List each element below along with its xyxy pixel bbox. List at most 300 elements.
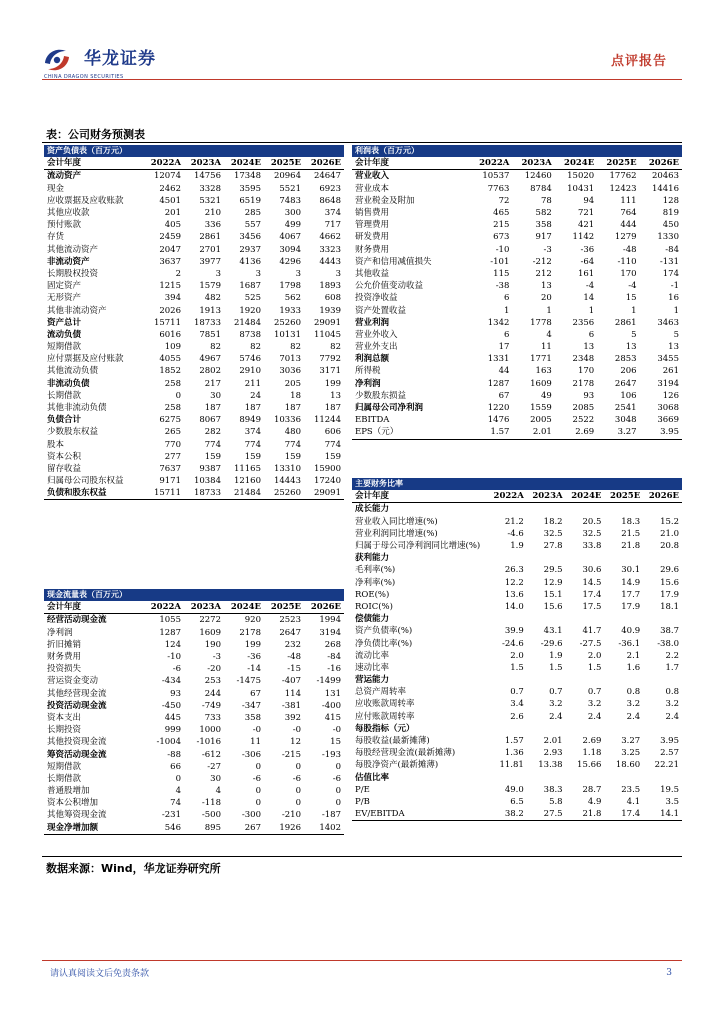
cell-value: 4 xyxy=(175,786,181,797)
column-header: 2025E xyxy=(604,490,643,503)
cell-value: 2802 xyxy=(199,366,221,377)
cell-value: 0.7 xyxy=(587,687,602,698)
table-row xyxy=(352,662,682,674)
cell-value: 2701 xyxy=(199,244,221,255)
row-label: 财务费用 xyxy=(355,244,390,255)
cell-value: 159 xyxy=(204,451,221,462)
row-label: 营业收入 xyxy=(355,171,390,182)
cell-value: 10431 xyxy=(567,183,595,194)
cell-value: 106 xyxy=(620,390,637,401)
header-divider xyxy=(42,79,682,80)
page-title: 表：公司财务预测表 xyxy=(46,128,145,141)
cell-value: 764 xyxy=(620,208,637,219)
table-row xyxy=(44,809,344,821)
cell-value: 25260 xyxy=(273,317,301,328)
cell-value: 170 xyxy=(577,366,595,377)
table-row xyxy=(352,784,682,796)
cell-value: 1893 xyxy=(319,281,341,292)
table-row xyxy=(44,219,344,231)
cell-value: 30.1 xyxy=(621,565,641,576)
cell-value: 2.0 xyxy=(510,650,524,661)
row-label: 负债和股东权益 xyxy=(44,487,144,500)
row-label: 其他经营现金流 xyxy=(47,688,107,699)
cell-value xyxy=(643,552,682,564)
row-label: 其他投资现金流 xyxy=(47,737,107,748)
cell-value: 13310 xyxy=(273,463,301,474)
cell-value: 895 xyxy=(184,822,224,835)
table-row xyxy=(44,487,344,500)
row-label: 公允价值变动收益 xyxy=(355,281,424,292)
cell-value: 93 xyxy=(170,688,181,699)
cell-value: 1287 xyxy=(159,627,181,638)
cell-value xyxy=(527,723,566,735)
cell-value: 187 xyxy=(284,403,301,414)
cell-value: 265 xyxy=(164,427,181,438)
cell-value: 2026 xyxy=(159,305,181,316)
cell-value: 3094 xyxy=(279,244,301,255)
table-row xyxy=(352,540,682,552)
cell-value: 82 xyxy=(250,342,261,353)
cell-value: 38.2 xyxy=(488,808,527,821)
section-title-row xyxy=(44,145,344,157)
row-label: 其他流动资产 xyxy=(47,244,99,255)
cell-value: 770 xyxy=(164,439,181,450)
column-header-row xyxy=(352,157,682,170)
cell-value: 15.2 xyxy=(660,516,679,527)
row-label: 长期借款 xyxy=(47,390,82,401)
cell-value: 30 xyxy=(210,390,221,401)
row-label: 折旧摊销 xyxy=(47,639,82,650)
row-label: 资产处置收益 xyxy=(355,305,407,316)
cell-value: 161 xyxy=(577,268,595,279)
cell-value: 32.5 xyxy=(543,528,563,539)
row-label: EV/EBITDA xyxy=(352,808,488,821)
cell-value: 499 xyxy=(284,220,301,231)
table-row xyxy=(44,724,344,736)
column-header: 2022A xyxy=(144,601,184,614)
table-row xyxy=(352,426,682,439)
cell-value: 109 xyxy=(164,342,181,353)
cell-value: -749 xyxy=(201,700,221,711)
cell-value: 3.95 xyxy=(640,426,682,439)
cell-value: 15711 xyxy=(153,317,181,328)
cell-value: -4.6 xyxy=(507,528,524,539)
cell-value: -212 xyxy=(532,256,552,267)
cell-value: 1 xyxy=(546,305,552,316)
cell-value: 268 xyxy=(324,639,341,650)
cell-value: -1004 xyxy=(156,737,181,748)
cell-value xyxy=(643,674,682,686)
cell-value: 374 xyxy=(244,427,261,438)
cell-value: 3455 xyxy=(657,354,679,365)
cell-value: 18 xyxy=(290,390,301,401)
cell-value xyxy=(488,552,527,564)
column-header: 2026E xyxy=(304,157,344,170)
row-label: 少数股东权益 xyxy=(47,427,99,438)
cell-value: 115 xyxy=(493,268,510,279)
cell-value: 131 xyxy=(324,688,341,699)
cell-value: 1579 xyxy=(199,281,221,292)
cell-value: 774 xyxy=(284,439,301,450)
company-name: 华龙证券 xyxy=(84,49,156,69)
cell-value: 1559 xyxy=(530,403,552,414)
row-label: 研发费用 xyxy=(355,232,390,243)
cell-value: 2861 xyxy=(614,317,637,328)
cell-value xyxy=(604,503,643,516)
cell-value: 13 xyxy=(330,390,341,401)
column-header-row xyxy=(44,601,344,614)
cell-value: 546 xyxy=(144,822,184,835)
disclaimer-link[interactable]: 请认真阅读文后免责条款 xyxy=(50,969,150,979)
row-label: 股本 xyxy=(47,439,65,450)
table-row xyxy=(44,712,344,724)
table-row xyxy=(352,528,682,540)
cell-value: -4 xyxy=(585,281,595,292)
row-label: 毛利率(%) xyxy=(355,565,396,576)
cell-value: 444 xyxy=(620,220,637,231)
cell-value: 11045 xyxy=(313,329,341,340)
cell-value: 3.5 xyxy=(665,796,679,807)
cell-value: 2.69 xyxy=(582,736,602,747)
cell-value: 38.7 xyxy=(660,626,679,637)
cell-value: 40.9 xyxy=(621,626,641,637)
cell-value: 300 xyxy=(284,208,301,219)
cell-value: 205 xyxy=(284,378,301,389)
cell-value: 3048 xyxy=(614,415,637,426)
cell-value: -24.6 xyxy=(501,638,524,649)
table-row xyxy=(352,268,682,280)
row-label: 短期借款 xyxy=(47,342,82,353)
cell-value: 17.9 xyxy=(660,589,679,600)
cell-value: 1933 xyxy=(279,305,301,316)
cell-value: 10131 xyxy=(273,329,301,340)
section-title-row xyxy=(44,589,344,601)
table-row xyxy=(352,195,682,207)
cell-value: 2.57 xyxy=(660,748,679,759)
cell-value: 44 xyxy=(498,366,510,377)
cell-value: 18.3 xyxy=(621,516,641,527)
table-row xyxy=(352,735,682,747)
column-header: 2022A xyxy=(488,490,527,503)
row-label: 其他流动负债 xyxy=(47,366,99,377)
row-label: 流动资产 xyxy=(47,171,82,182)
table-row xyxy=(352,772,682,784)
report-type-label: 点评报告 xyxy=(610,54,667,69)
cell-value: 20.8 xyxy=(660,541,679,552)
cell-value xyxy=(488,723,527,735)
cell-value: 66 xyxy=(170,761,181,772)
column-header: 2025E xyxy=(264,157,304,170)
cell-value xyxy=(566,723,605,735)
cell-value: 18.1 xyxy=(660,601,679,612)
row-label: 其他非流动资产 xyxy=(47,305,107,316)
cell-value: -300 xyxy=(241,810,261,821)
cell-value: 2 xyxy=(175,268,181,279)
cell-value: 187 xyxy=(244,403,261,414)
table-row xyxy=(352,390,682,402)
cell-value: -3 xyxy=(543,244,552,255)
table-row xyxy=(352,231,682,243)
cell-value: -210 xyxy=(281,810,301,821)
cell-value: 717 xyxy=(324,220,341,231)
cell-value: 525 xyxy=(244,293,261,304)
cell-value: 394 xyxy=(164,293,181,304)
cell-value: 0 xyxy=(295,786,301,797)
table-row xyxy=(352,759,682,771)
cell-value: 20 xyxy=(540,293,552,304)
cell-value: 3.95 xyxy=(660,736,679,747)
row-label: 应收票据及应收账款 xyxy=(47,195,124,206)
cell-value: 74 xyxy=(170,798,181,809)
cell-value: 18.60 xyxy=(615,760,641,771)
cell-value: 15711 xyxy=(144,487,184,500)
cell-value: 1 xyxy=(631,305,637,316)
column-header: 2022A xyxy=(470,157,512,170)
cell-value: 2541 xyxy=(614,403,637,414)
cell-value: 0 xyxy=(255,761,261,772)
cell-value: 49.0 xyxy=(504,784,524,795)
cell-value: 17240 xyxy=(313,476,341,487)
cash-flow-table xyxy=(44,589,344,835)
table-row xyxy=(352,723,682,735)
cell-value: 258 xyxy=(164,378,181,389)
cell-value: 43.1 xyxy=(543,626,563,637)
cell-value: 5.8 xyxy=(549,796,563,807)
table-row xyxy=(44,341,344,353)
cell-value: 14756 xyxy=(193,171,221,182)
table-row xyxy=(44,614,344,627)
cell-value: -0 xyxy=(252,725,261,736)
cell-value: 358 xyxy=(535,220,552,231)
cell-value: 13 xyxy=(668,342,679,353)
cell-value: 2.6 xyxy=(510,711,524,722)
cell-value: -1 xyxy=(670,281,679,292)
cell-value: -88 xyxy=(167,749,181,760)
cell-value: 2647 xyxy=(279,627,301,638)
row-label: EPS（元） xyxy=(352,426,470,439)
table-row xyxy=(44,675,344,687)
cell-value: 26.3 xyxy=(504,565,524,576)
cell-value xyxy=(604,723,643,735)
cell-value: 15020 xyxy=(567,171,595,182)
cell-value: 6 xyxy=(588,329,595,340)
table-row xyxy=(44,663,344,675)
table-row xyxy=(44,700,344,712)
cell-value: 3328 xyxy=(199,183,221,194)
cell-value: 1913 xyxy=(199,305,221,316)
cell-value: 94 xyxy=(583,195,595,206)
cell-value: 67 xyxy=(250,688,261,699)
row-label: 长期借款 xyxy=(47,773,82,784)
row-label: 非流动资产 xyxy=(47,256,90,267)
cell-value: 15.1 xyxy=(543,589,563,600)
column-header: 2022A xyxy=(144,157,184,170)
cell-value: 6923 xyxy=(319,183,341,194)
cell-value: 2.4 xyxy=(549,711,563,722)
cell-value: -15 xyxy=(287,664,301,675)
row-label: 估值比率 xyxy=(355,772,390,783)
cell-value: 8648 xyxy=(319,195,341,206)
cell-value: 14.0 xyxy=(504,601,524,612)
cell-value: 8949 xyxy=(239,415,261,426)
cell-value: 67 xyxy=(498,390,510,401)
row-label: 流动负债 xyxy=(47,329,82,340)
column-header: 2023A xyxy=(184,157,224,170)
table-row xyxy=(352,378,682,390)
table-row xyxy=(44,414,344,426)
cell-value: -612 xyxy=(201,749,221,760)
cell-value: 174 xyxy=(662,268,679,279)
cell-value: -36 xyxy=(580,244,595,255)
cell-value: 480 xyxy=(284,427,301,438)
cell-value: 258 xyxy=(164,403,181,414)
cell-value: -14 xyxy=(247,664,261,675)
row-label: 营业利润同比增速(%) xyxy=(355,528,438,539)
column-header: 会计年度 xyxy=(352,490,488,503)
cell-value: 15 xyxy=(330,737,341,748)
cell-value: 3.2 xyxy=(665,699,679,710)
cell-value: 0 xyxy=(255,798,261,809)
row-label: 普通股增加 xyxy=(47,786,90,797)
row-label: 净负债比率(%) xyxy=(355,638,413,649)
cell-value: 7483 xyxy=(279,195,301,206)
cell-value: 374 xyxy=(324,208,341,219)
cell-value: 3.2 xyxy=(587,699,602,710)
cell-value: 6519 xyxy=(239,195,261,206)
cell-value: 1939 xyxy=(319,305,341,316)
cell-value: 733 xyxy=(204,712,221,723)
cell-value: 2.01 xyxy=(543,736,563,747)
cell-value xyxy=(488,674,527,686)
cell-value: 11 xyxy=(250,737,261,748)
cell-value: 24647 xyxy=(313,171,341,182)
cell-value: 774 xyxy=(244,439,261,450)
table-row xyxy=(352,601,682,613)
section-title: 利润表（百万元） xyxy=(352,145,682,157)
cell-value: 21.5 xyxy=(621,528,641,539)
cell-value: 582 xyxy=(535,208,552,219)
column-header: 2024E xyxy=(555,157,597,170)
cell-value: 1.36 xyxy=(504,748,524,759)
cell-value: 285 xyxy=(244,208,261,219)
cell-value: 3 xyxy=(255,268,261,279)
table-row xyxy=(44,463,344,475)
table-row xyxy=(44,183,344,195)
table-row xyxy=(352,808,682,821)
table-row xyxy=(44,317,344,329)
column-header: 2026E xyxy=(640,157,682,170)
cell-value: 774 xyxy=(204,439,221,450)
row-label: 速动比率 xyxy=(355,662,390,673)
row-label: 筹资活动现金流 xyxy=(47,749,107,760)
table-row xyxy=(352,304,682,316)
cell-value: 4443 xyxy=(319,256,341,267)
cell-value: 217 xyxy=(204,378,221,389)
cell-value: 1.9 xyxy=(510,541,524,552)
footer-divider xyxy=(42,960,682,961)
cell-value: 30 xyxy=(210,773,221,784)
cell-value: -400 xyxy=(321,700,341,711)
cell-value: 7792 xyxy=(319,354,341,365)
row-label: 长期股权投资 xyxy=(47,268,99,279)
cell-value: 3 xyxy=(295,268,301,279)
table-row xyxy=(352,292,682,304)
cell-value: 4967 xyxy=(199,354,221,365)
cell-value: 21.8 xyxy=(566,808,605,821)
table-row xyxy=(44,761,344,773)
row-label: 少数股东损益 xyxy=(355,390,407,401)
row-label: 应付账款周转率 xyxy=(355,711,415,722)
cell-value: 126 xyxy=(662,390,679,401)
cell-value: 608 xyxy=(324,293,341,304)
cell-value: 4 xyxy=(215,786,221,797)
cell-value: 282 xyxy=(204,427,221,438)
cell-value: -381 xyxy=(281,700,301,711)
cell-value: -6 xyxy=(292,773,301,784)
cell-value: 199 xyxy=(244,639,261,650)
cell-value: 2356 xyxy=(572,317,595,328)
cell-value: 32.5 xyxy=(582,528,602,539)
cell-value: 3171 xyxy=(319,366,341,377)
cell-value: 5746 xyxy=(239,354,261,365)
cell-value: 415 xyxy=(324,712,341,723)
table-row xyxy=(352,183,682,195)
row-label: P/E xyxy=(355,784,370,795)
cell-value xyxy=(488,503,527,516)
cell-value: 482 xyxy=(204,293,221,304)
cell-value xyxy=(604,772,643,784)
table-row xyxy=(44,773,344,785)
row-label: P/B xyxy=(355,796,370,807)
cell-value: 159 xyxy=(284,451,301,462)
cell-value: -407 xyxy=(281,676,301,687)
column-header-row xyxy=(44,157,344,170)
row-label: 资本公积 xyxy=(47,451,82,462)
table-row xyxy=(352,219,682,231)
cell-value: 5 xyxy=(673,329,679,340)
table-row xyxy=(352,317,682,329)
cell-value: 4501 xyxy=(159,195,181,206)
cell-value: 3.25 xyxy=(621,748,641,759)
cell-value: 3194 xyxy=(657,378,679,389)
table-row xyxy=(352,503,682,516)
cell-value: 1.5 xyxy=(549,662,563,673)
cell-value: 0.7 xyxy=(549,687,563,698)
cell-value xyxy=(566,674,605,686)
cell-value: 6275 xyxy=(159,415,181,426)
cell-value: 6016 xyxy=(159,329,181,340)
cell-value: 14416 xyxy=(651,183,679,194)
cell-value: -48 xyxy=(287,652,301,663)
cell-value: 1994 xyxy=(319,615,341,626)
table-row xyxy=(44,207,344,219)
cell-value: 1778 xyxy=(530,317,552,328)
cell-value: 15.6 xyxy=(543,601,563,612)
cell-value: 39.9 xyxy=(504,626,524,637)
column-header: 2023A xyxy=(527,490,566,503)
cell-value: 1926 xyxy=(264,822,304,835)
cell-value: 2522 xyxy=(572,415,595,426)
cell-value: 2937 xyxy=(239,244,261,255)
cell-value: 3.2 xyxy=(549,699,563,710)
cell-value: 2910 xyxy=(239,366,261,377)
section-title-row xyxy=(352,478,682,490)
cell-value: 30.6 xyxy=(582,565,602,576)
income-statement-table xyxy=(352,145,682,440)
table-row xyxy=(44,451,344,463)
cell-value: 2.4 xyxy=(665,711,679,722)
cell-value: 4 xyxy=(546,329,552,340)
